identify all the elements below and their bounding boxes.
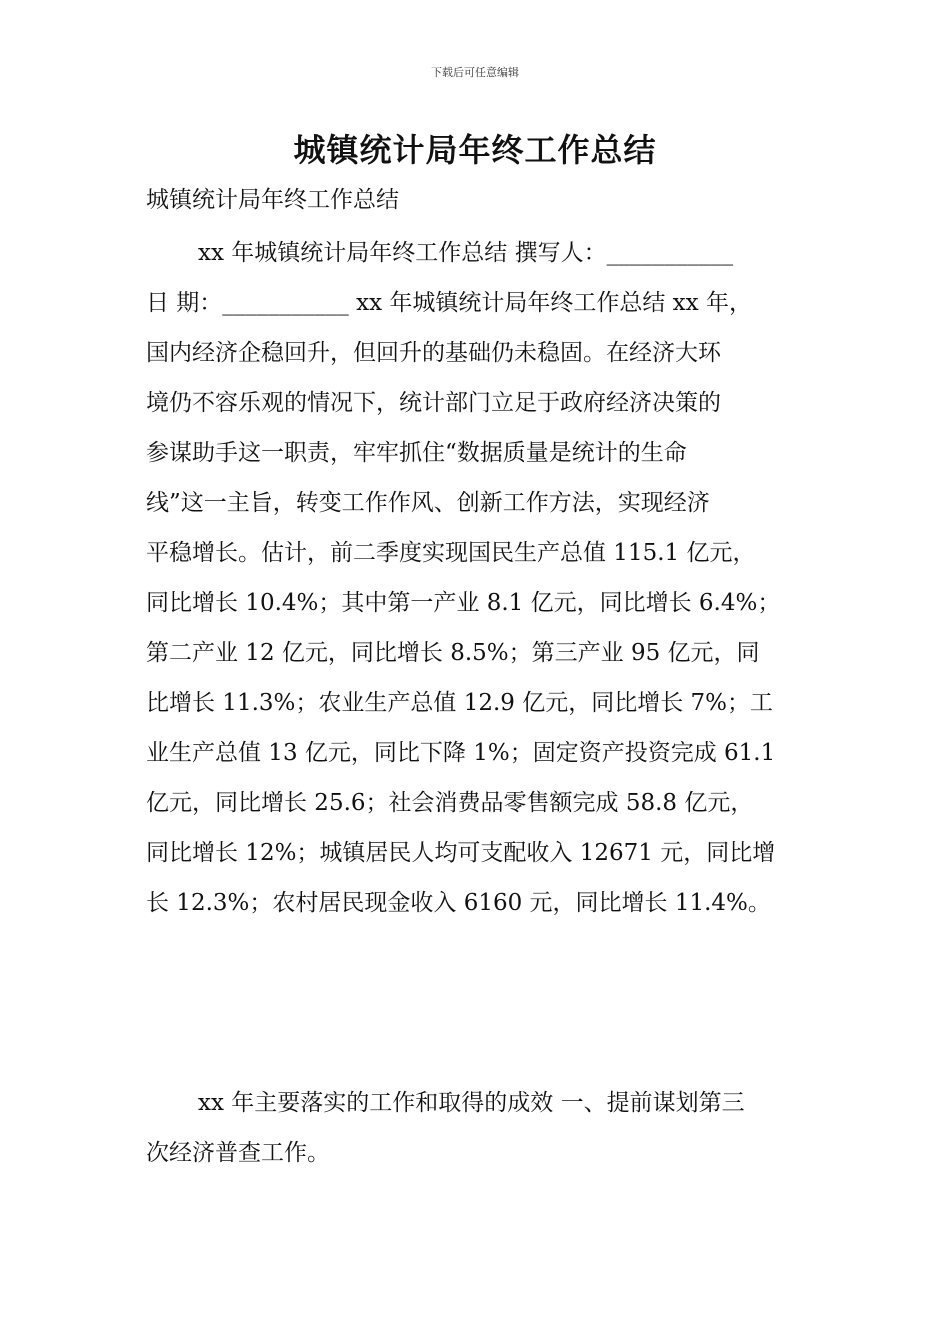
paragraph-line: 日 期：___________ xx 年城镇统计局年终工作总结 xx 年， xyxy=(146,290,752,316)
document-subtitle: 城镇统计局年终工作总结 xyxy=(146,187,399,213)
document-title: 城镇统计局年终工作总结 xyxy=(293,131,657,169)
paragraph-line: 同比增长 10.4%；其中第一产业 8.1 亿元，同比增长 6.4%； xyxy=(146,590,781,616)
paragraph-line: 业生产总值 13 亿元，同比下降 1%；固定资产投资完成 61.1 xyxy=(146,740,776,766)
paragraph-line: 平稳增长。估计，前二季度实现国民生产总值 115.1 亿元， xyxy=(146,540,756,566)
paragraph-achievements xyxy=(146,1078,810,1178)
paragraph-line: 参谋助手这一职责，牢牢抓住“数据质量是统计的生命 xyxy=(146,440,687,466)
paragraph-line: 同比增长 12%；城镇居民人均可支配收入 12671 元，同比增 xyxy=(146,840,776,866)
paragraph-line: 国内经济企稳回升，但回升的基础仍未稳固。在经济大环 xyxy=(146,340,721,366)
paragraph-line: 境仍不容乐观的情况下，统计部门立足于政府经济决策的 xyxy=(146,390,721,416)
paragraph-line: 第二产业 12 亿元，同比增长 8.5%；第三产业 95 亿元，同 xyxy=(146,640,760,666)
paragraph-line: 线”这一主旨，转变工作作风、创新工作方法，实现经济 xyxy=(146,490,710,516)
paragraph-line: 长 12.3%；农村居民现金收入 6160 元，同比增长 11.4%。 xyxy=(146,890,771,916)
header-note: 下载后可任意编辑 xyxy=(431,66,519,79)
paragraph-line: xx 年主要落实的工作和取得的成效 一、提前谋划第三 xyxy=(198,1090,745,1116)
paragraph-line: 次经济普查工作。 xyxy=(146,1140,330,1166)
paragraph-line: xx 年城镇统计局年终工作总结 撰写人：___________ xyxy=(198,240,734,266)
paragraph-line: 比增长 11.3%；农业生产总值 12.9 亿元，同比增长 7%；工 xyxy=(146,690,774,716)
paragraph-spacer xyxy=(146,928,810,1078)
document-body xyxy=(146,228,810,1178)
paragraph-line: 亿元，同比增长 25.6；社会消费品零售额完成 58.8 亿元， xyxy=(146,790,754,816)
paragraph-summary xyxy=(146,228,810,928)
